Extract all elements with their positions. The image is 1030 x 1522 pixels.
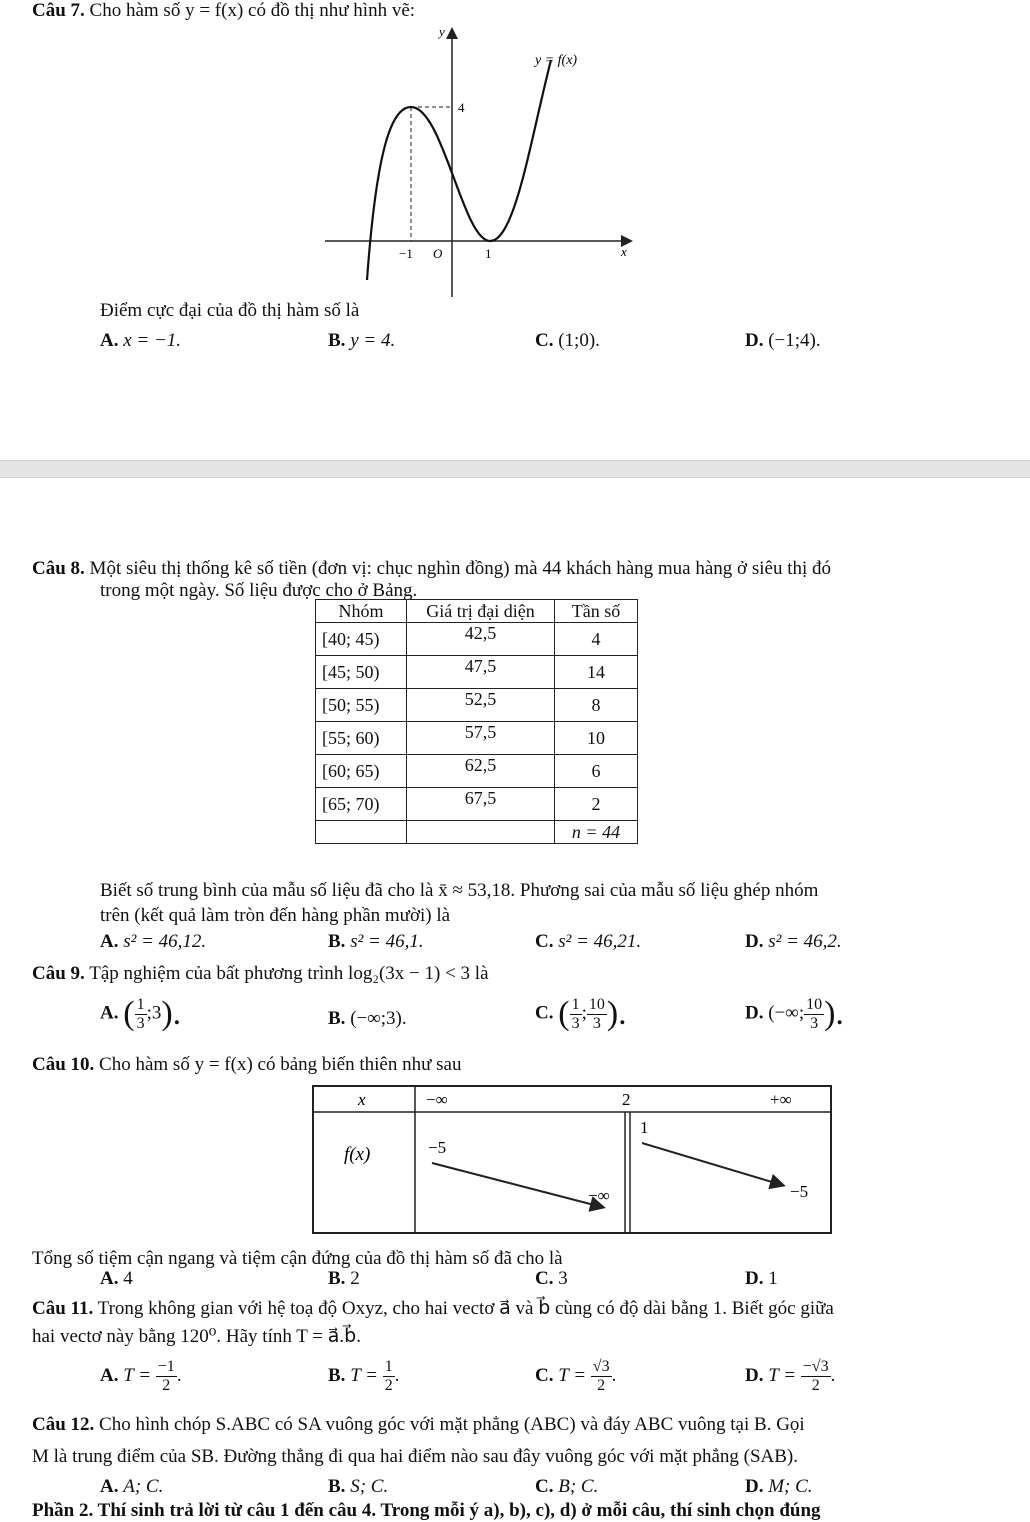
q7-graph <box>325 22 645 302</box>
q7-curve <box>367 60 551 280</box>
q10-question: Tổng số tiệm cận ngang và tiệm cận đứng của đồ thị hàm số đã cho là <box>32 1248 563 1269</box>
q9-option-d: D. (−∞; $\frac{10}{3}$ ). <box>745 995 844 1032</box>
q7-option-b: B. y = 4. <box>328 330 396 351</box>
q12-label: Câu 12. <box>32 1414 95 1435</box>
q8-option-d: D. s² = 46,2. <box>745 931 842 952</box>
q12-option-b: B. S; C. <box>328 1476 389 1497</box>
q12-option-a: A. A; C. <box>100 1476 164 1497</box>
header-value: Giá trị đại diện <box>407 600 555 623</box>
part2-heading: Phần 2. Thí sinh trả lời từ câu 1 đến câu 4. Trong mỗi ý a), b), c), d) ở mỗi câu, thí sinh chọn đúng <box>32 1500 821 1521</box>
q7-max-label: 4 <box>458 100 465 115</box>
q7-tick-neg1: −1 <box>399 246 413 261</box>
q12-option-d: D. M; C. <box>745 1476 813 1497</box>
cell-value: 52,5 <box>407 689 555 722</box>
page-separator <box>0 460 1030 478</box>
q10-label: Câu 10. <box>32 1054 95 1075</box>
q8-text-line2: trên (kết quả làm tròn đến hàng phần mười) là <box>100 905 451 926</box>
var-x-2: 2 <box>622 1090 631 1109</box>
q8-frequency-table <box>315 599 638 844</box>
var-x-neg-inf: −∞ <box>426 1090 448 1109</box>
var-f-left-limit: −∞ <box>588 1186 610 1205</box>
q7-tick-1: 1 <box>485 246 492 261</box>
table-row <box>316 722 638 755</box>
q11-label: Câu 11. <box>32 1298 94 1319</box>
table-row <box>316 788 638 821</box>
cell-value: 67,5 <box>407 788 555 821</box>
q7-option-a: A. x = −1. <box>100 330 182 351</box>
q11-option-b: B. T = $\frac{1}{2}$ . <box>328 1358 400 1394</box>
q8-label: Câu 8. <box>32 558 85 579</box>
q10-option-b: B. 2 <box>328 1268 360 1289</box>
q11-stem-line1: Câu 11. Trong không gian với hệ toạ độ Oxyz, cho hai vectơ a⃗ và b⃗ cùng có độ dài bằng 1. Biết góc giữa <box>32 1298 834 1319</box>
cell-count: 8 <box>555 689 638 722</box>
table-row <box>316 623 638 656</box>
table-row <box>316 689 638 722</box>
q7-func-label: y = f(x) <box>535 53 578 68</box>
header-count: Tần số <box>555 600 638 623</box>
q10-variation-table <box>312 1085 832 1235</box>
q12-stem-line2: M là trung điểm của SB. Đường thẳng đi qua hai điểm nào sau đây vuông góc với mặt phẳng (SAB). <box>32 1446 798 1467</box>
cell-count: 6 <box>555 755 638 788</box>
q7-x-label: x <box>621 244 627 259</box>
q9-option-b: B. (−∞;3). <box>328 1008 407 1029</box>
q9-stem-line: Câu 9. Tập nghiệm của bất phương trình log₂(3x − 1) < 3 là <box>32 963 489 984</box>
q7-label: Câu 7. <box>32 0 85 21</box>
q8-option-c: C. s² = 46,21. <box>535 931 642 952</box>
q11-stem-line2: hai vectơ này bằng 120⁰. Hãy tính T = a⃗.b⃗. <box>32 1326 361 1347</box>
var-x-label: x <box>358 1090 366 1109</box>
cell-group: [55; 60) <box>316 722 407 755</box>
table-header-row <box>316 600 638 623</box>
q9-option-a: A. ( $\frac{1}{3}$ ;3). <box>100 995 182 1032</box>
q10-stem-line: Câu 10. Cho hàm số y = f(x) có bảng biến thiên như sau <box>32 1054 462 1075</box>
cell-group: [45; 50) <box>316 656 407 689</box>
q8-option-b: B. s² = 46,1. <box>328 931 424 952</box>
var-x-pos-inf: +∞ <box>770 1090 792 1109</box>
var-arrow-left <box>432 1163 602 1207</box>
q10-option-d: D. 1 <box>745 1268 778 1289</box>
var-f-right-limit: 1 <box>640 1118 649 1137</box>
q7-stem-line <box>32 0 415 22</box>
q7-option-d: D. (−1;4). <box>745 330 821 351</box>
var-f-label: f(x) <box>344 1144 371 1165</box>
q8-text-line1: Biết số trung bình của mẫu số liệu đã cho là x̄ ≈ 53,18. Phương sai của mẫu số liệu ghép nhóm <box>100 880 819 901</box>
cell-value: 42,5 <box>407 623 555 656</box>
q11-option-c: C. T = $\frac{√3}{2}$ . <box>535 1358 617 1394</box>
q12-stem-line1: Câu 12. Cho hình chóp S.ABC có SA vuông góc với mặt phẳng (ABC) và đáy ABC vuông tại B. Gọi <box>32 1414 805 1435</box>
table-row <box>316 755 638 788</box>
cell-group: [50; 55) <box>316 689 407 722</box>
var-f-end: −5 <box>790 1182 809 1201</box>
q7-stem: Cho hàm số y = f(x) có đồ thị như hình vẽ: <box>89 0 416 21</box>
q11-option-a: A. T = $\frac{-1}{2}$ . <box>100 1358 182 1394</box>
cell-total: n = 44 <box>555 821 638 844</box>
q7-option-c: C. (1;0). <box>535 330 600 351</box>
q10-option-a: A. 4 <box>100 1268 133 1289</box>
cell-count: 10 <box>555 722 638 755</box>
var-arrow-right <box>642 1143 782 1185</box>
q7-origin: O <box>433 246 443 261</box>
table-row <box>316 656 638 689</box>
q9-label: Câu 9. <box>32 963 85 984</box>
var-f-start: −5 <box>428 1138 447 1157</box>
cell-value: 47,5 <box>407 656 555 689</box>
q7-y-label: y <box>439 24 445 39</box>
q8-option-a: A. s² = 46,12. <box>100 931 207 952</box>
q12-option-c: C. B; C. <box>535 1476 599 1497</box>
cell-count: 14 <box>555 656 638 689</box>
q7-question: Điểm cực đại của đồ thị hàm số là <box>100 300 360 321</box>
header-group: Nhóm <box>316 600 407 623</box>
q11-option-d: D. T = $\frac{-√3}{2}$ . <box>745 1358 836 1394</box>
q8-stem-line1: Câu 8. Một siêu thị thống kê số tiền (đơn vị: chục nghìn đồng) mà 44 khách hàng mua hàng ở siêu thị đó <box>32 558 832 579</box>
q9-option-c: C. ( $\frac{1}{3}$ ; $\frac{10}{3}$ ). <box>535 995 627 1032</box>
q10-option-c: C. 3 <box>535 1268 568 1289</box>
table-total-row <box>316 821 638 844</box>
cell-value: 57,5 <box>407 722 555 755</box>
q8-stem-line2: trong một ngày. Số liệu được cho ở Bảng. <box>100 580 418 601</box>
cell-count: 4 <box>555 623 638 656</box>
cell-group: [40; 45) <box>316 623 407 656</box>
cell-group: [60; 65) <box>316 755 407 788</box>
cell-count: 2 <box>555 788 638 821</box>
cell-group: [65; 70) <box>316 788 407 821</box>
cell-value: 62,5 <box>407 755 555 788</box>
